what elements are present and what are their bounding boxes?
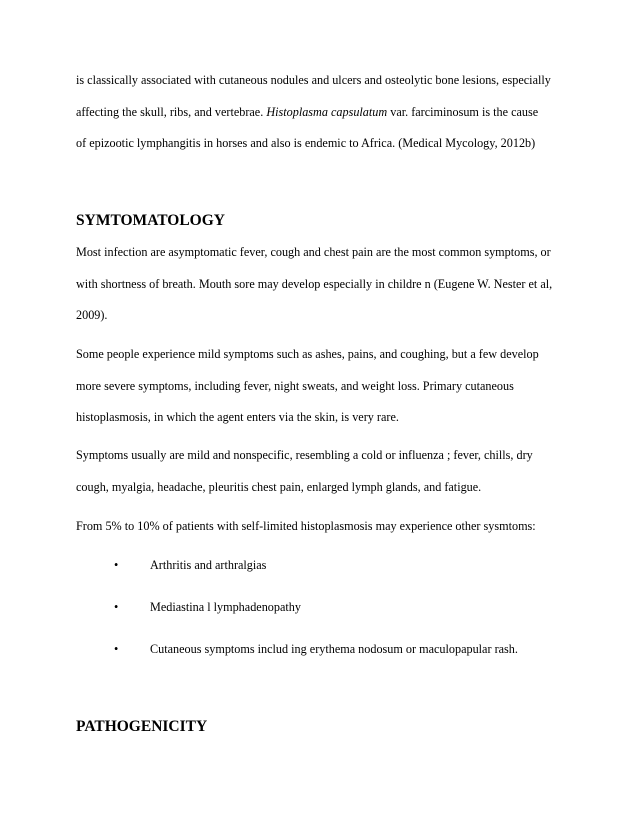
symptoms-p2-line-3: histoplasmosis, in which the agent enters via the skin, is very rare. [76,410,399,424]
symptoms-p1-line-3: 2009). [76,308,108,322]
intro-line-2-pre: affecting the skull, ribs, and vertebrae. [76,105,267,119]
intro-line-2-post: var. farciminosum is the cause [387,105,539,119]
symptomatology-heading: SYMTOMATOLOGY [76,212,225,229]
bullet-item: Cutaneous symptoms includ ing erythema nodosum or maculopapular rash. [150,642,518,656]
bullet-item: Arthritis and arthralgias [150,558,267,572]
bullet-item: Mediastina l lymphadenopathy [150,600,301,614]
symptoms-p2-line-1: Some people experience mild symptoms such as ashes, pains, and coughing, but a few develop [76,347,539,361]
species-name-italic: Histoplasma capsulatum [266,105,388,119]
bullet-marker: • [114,558,119,572]
symptoms-p1-line-2: with shortness of breath. Mouth sore may develop especially in childre n (Eugene W. Nester et al, [76,277,553,291]
symptoms-p3-line-1: Symptoms usually are mild and nonspecific, resembling a cold or influenza ; fever, chills, dry [76,448,533,462]
symptoms-p3-line-2: cough, myalgia, headache, pleuritis chest pain, enlarged lymph glands, and fatigue. [76,480,482,494]
pathogenicity-heading: PATHOGENICITY [76,718,208,735]
bullet-marker: • [114,600,119,614]
symptoms-p4-line-1: From 5% to 10% of patients with self-limited histoplasmosis may experience other sysmtoms: [76,519,536,533]
symptoms-p1-line-1: Most infection are asymptomatic fever, cough and chest pain are the most common symptoms, or [76,245,551,259]
bullet-marker: • [114,642,119,656]
intro-line-2 [76,104,538,120]
intro-line-1: is classically associated with cutaneous nodules and ulcers and osteolytic bone lesions, especially [76,73,551,87]
symptoms-p2-line-2: more severe symptoms, including fever, night sweats, and weight loss. Primary cutaneous [76,379,514,393]
intro-line-3: of epizootic lymphangitis in horses and also is endemic to Africa. (Medical Mycology, 2012b) [76,136,536,150]
